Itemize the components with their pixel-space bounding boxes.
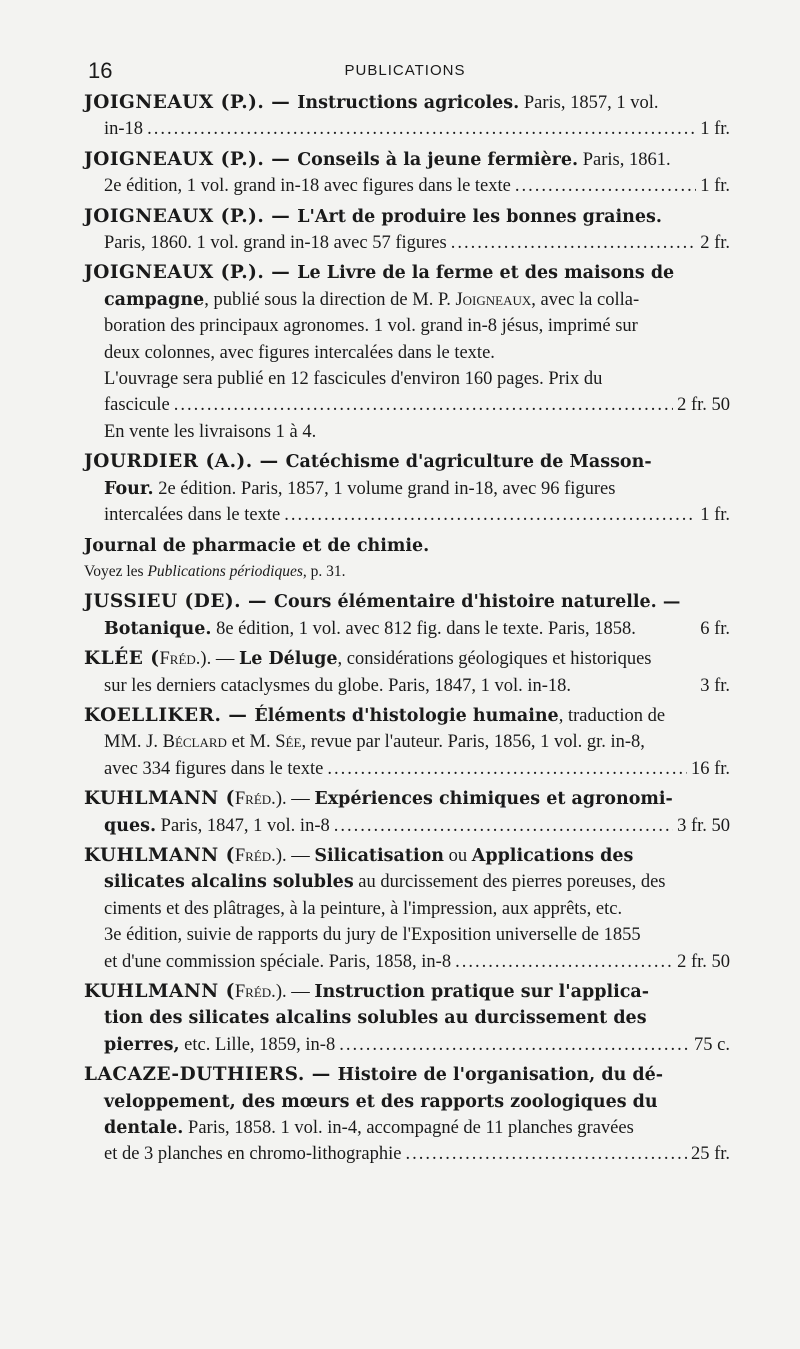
price: 2 fr. 50 bbox=[677, 395, 730, 416]
price: 1 fr. bbox=[700, 119, 730, 140]
catalogue-entry: KOELLIKER. — Éléments d'histologie humaine, traduction de MM. J. Béclard et M. Sée, revue par l'auteur. Paris, 1856, 1 vol. gr. in-8, avec 334 figures dans le texte ..... 16 fr. bbox=[84, 703, 730, 782]
catalogue-entry: JUSSIEU (DE). — Cours élémentaire d'histoire naturelle. — Botanique. 8e édition, 1 vol. avec 812 fig. dans le texte. Paris, 1858. 6 fr. bbox=[84, 589, 730, 642]
catalogue-entry: JOIGNEAUX (P.). — Instructions agricoles. Paris, 1857, 1 vol. in-18 ..... 1 fr. bbox=[84, 90, 730, 143]
price: 2 fr. 50 bbox=[677, 951, 730, 972]
catalogue-entry: Journal de pharmacie et de chimie. Voyez les Publications périodiques, p. 31. bbox=[84, 535, 430, 580]
catalogue-entry: JOIGNEAUX (P.). — L'Art de produire les bonnes graines. Paris, 1860. 1 vol. grand in-18 avec 57 figures ..... 2 fr. bbox=[84, 204, 730, 257]
price: 75 c. bbox=[694, 1034, 730, 1055]
page-header bbox=[88, 58, 722, 84]
running-title: PUBLICATIONS bbox=[344, 62, 466, 79]
price: 25 fr. bbox=[690, 1144, 730, 1165]
price: 3 fr. bbox=[700, 675, 730, 696]
page-number: 16 bbox=[88, 58, 113, 83]
catalogue-entries bbox=[84, 90, 730, 1168]
catalogue-entry: KUHLMANN (Fréd.). — Silicatisation ou Applications des silicates alcalins solubles au durcissement des pierres poreuses, des ciments et des plâtrages, à la peinture, à l'impression, aux apprêts, etc. 3e édition, suivie de rapports du jury de l'Exposition universelle de 1855 et d'une commission spéciale. Paris, 1858, in-8 ..... 2 fr. 50 bbox=[84, 843, 730, 975]
catalogue-entry: LACAZE-DUTHIERS. — Histoire de l'organisation, du dé- veloppement, des mœurs et des rapports zoologiques du dentale. Paris, 1858. 1 vol. in-4, accompagné de 11 planches gravées et de 3 planches en chromo-lithographie ..... 25 fr. bbox=[84, 1062, 730, 1168]
catalogue-entry: JOURDIER (A.). — Catéchisme d'agriculture de Masson- Four. 2e édition. Paris, 1857, 1 volume grand in-18, avec 96 figures intercalées dans le texte ..... 1 fr. bbox=[84, 449, 730, 528]
price: 2 fr. bbox=[700, 233, 730, 254]
price: 3 fr. 50 bbox=[677, 815, 730, 836]
price: 1 fr. bbox=[700, 505, 730, 526]
price: 1 fr. bbox=[700, 176, 730, 197]
price: 6 fr. bbox=[700, 618, 730, 639]
price: 16 fr. bbox=[690, 758, 730, 779]
catalogue-entry: JOIGNEAUX (P.). — Conseils à la jeune fermière. Paris, 1861. 2e édition, 1 vol. grand in-18 avec figures dans le texte ..... 1 fr. bbox=[84, 147, 730, 200]
catalogue-entry: KLÉE (Fréd.). — Le Déluge, considérations géologiques et historiques sur les derniers cataclysmes du globe. Paris, 1847, 1 vol. in-18. 3 fr. bbox=[84, 646, 730, 699]
catalogue-entry: JOIGNEAUX (P.). — Le Livre de la ferme et des maisons de campagne, publié sous la direction de M. P. Joigneaux, avec la colla- boration des principaux agronomes. 1 vol. grand in-8 jésus, imprimé sur deux colonnes, avec figures intercalées dans le texte. L'ouvrage sera publié en 12 fascicules d'environ 160 pages. Prix du fascicule ..... 2 fr. 50 En vente les livraisons 1 à 4. bbox=[84, 260, 730, 445]
catalogue-entry: KUHLMANN (Fréd.). — Instruction pratique sur l'applica- tion des silicates alcalins solubles au durcissement des pierres, etc. Lille, 1859, in-8 ..... 75 c. bbox=[84, 979, 730, 1058]
catalogue-entry: KUHLMANN (Fréd.). — Expériences chimiques et agronomi- ques. Paris, 1847, 1 vol. in-8 ..... 3 fr. 50 bbox=[84, 786, 730, 839]
